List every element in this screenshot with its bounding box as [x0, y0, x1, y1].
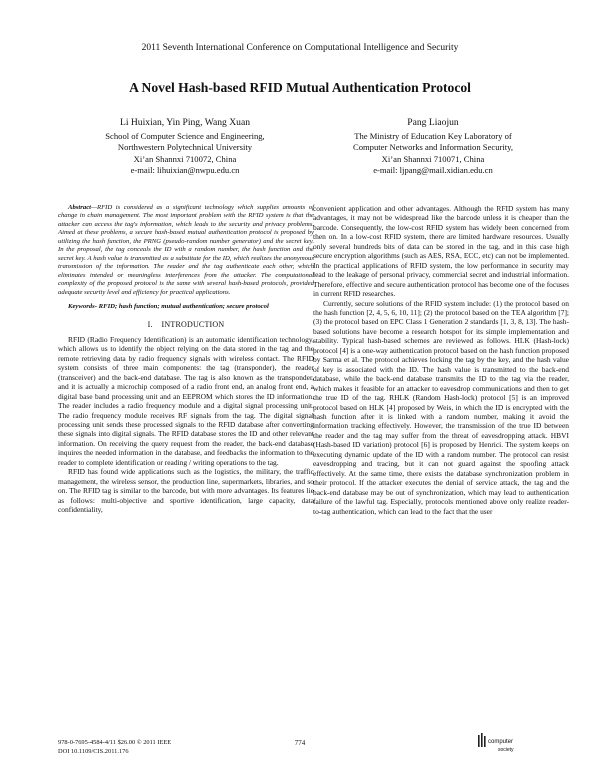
- abstract-text: —RFID is considered as a significant technology which supplies amounts of change in chain management. The most important problem with the RFID system is that the attacker can access the tag's information, which leads to the security and privacy problems. Aimed at these problems, a secure hash-based mutual authentication protocol is proposed by utilizing the hash function, the PRNG (pseudo-random number generator) and the secret key. In the proposal, the tag conceals the ID with a random number, the hash function and the secret key. A hash value is transmitted as a substitute for the ID, which realizes the anonymous transmission of the information. The reader and the tag authenticate each other, which eliminates intended or meaningless interferences from the attacker. The computational complexity of the proposed protocol is the same with several hash-based protocols, provided adequate security level and efficiency for practical applications.: [58, 204, 314, 296]
- page-number: 774: [294, 739, 306, 747]
- conference-header: 2011 Seventh International Conference on Computational Intelligence and Security: [141, 43, 459, 53]
- logo-text-society: society: [498, 747, 514, 753]
- paper-title: A Novel Hash-based RFID Mutual Authentication Protocol: [129, 80, 471, 95]
- left-column: [58, 204, 314, 515]
- author-names: Pang Liaojun: [407, 117, 459, 128]
- right-column: [313, 204, 569, 516]
- author-affiliation: Northwestern Polytechnical University: [117, 142, 253, 153]
- keywords-label: Keywords-: [68, 302, 97, 310]
- computer-society-logo: [476, 731, 526, 757]
- author-names: Li Huixian, Yin Ping, Wang Xuan: [119, 117, 251, 128]
- section-initial: I: [161, 320, 165, 330]
- author-block-1: [60, 117, 310, 176]
- body-paragraph: RFID (Radio Frequency Identification) is an automatic identification technology, which allows us to identify the object relying on the data stored in the tag and the remote retrieving data by radio frequency signals with wireless contact. The RFID system consists of three main components: the tag (transponder), the reader (transceiver) and the back-end database. The tag is also known as the transponder, and it is actually a microchip composed of a radio front end, an analog front end, a digital base band processing unit and an EEPROM which stores the ID information. The reader includes a radio frequency module and a digital signal processing unit. The radio frequency module receives RF signals from the tag. The digital signal processing unit sends these processed signals to the RFID database after converting these signals into digital signals. The RFID database stores the ID and other relevant information. On receiving the query request from the reader, the back-end database inquires the needed information in the database, and feedbacks the information to the reader to complete identification or reading / writing operations to the tag.: [58, 334, 314, 467]
- section-title: NTRODUCTION: [164, 320, 225, 330]
- author-block-2: [308, 117, 558, 176]
- keywords: [58, 303, 314, 311]
- body-paragraph: convenient application and other advantages. Although the RFID system has many advantages, it may not be widespread like the barcode unless it is cheaper than the barcode. Consequently, the low-cost RFID system has widely been concerned from then on. In a low-cost RFID system, there are limited hardware resources. Usually only several hundreds bits of data can be stored in the tag, and in this case high secure encryption algorithms (such as AES, RSA, ECC, etc) can not be implemented. In the practical applications of RFID system, the low performance in security may lead to the leakage of personal privacy, commercial secret and industrial information. Therefore, effective and secure authentication protocol has become one of the focuses in current RFID researches.: [313, 204, 569, 299]
- author-affiliation: The Ministry of Education Key Laboratory of: [354, 131, 512, 142]
- logo-text-computer: computer: [488, 739, 514, 745]
- abstract: [58, 204, 314, 297]
- author-affiliation: Computer Networks and Information Security,: [352, 142, 514, 153]
- author-affiliation: School of Computer Science and Engineering,: [105, 131, 265, 142]
- body-paragraph: Currently, secure solutions of the RFID system include: (1) the protocol based on the hash function [2, 4, 5, 6, 10, 11]; (2) the protocol based on the TEA algorithm [7]; (3) the protocol based on EPC Class 1 Generation 2 standards [1, 3, 8, 13]. The hash-based solutions have become a research hotspot for its simple implementation and stability. Typical hash-based schemes are reviewed as follows. HLK (Hash-lock) protocol [4] is a one-way authentication protocol based on the hash function proposed by Sarma et al. The protocol achieves locking the tag by the key, and the hash value of key is associated with the ID. The hash value is transmitted to the back-end database, while the back-end database transmits the ID to the tag via the reader, which makes it feasible for an attacker to eavesdrop communications and then to get the true ID of the tag. RHLK (Random Hash-lock) protocol [5] is an improved protocol based on HLK [4] proposed by Weis, in which the ID is encrypted with the hash function after it is linked with a random number, making it avoid the information tracking effectively. However, the transmission of the true ID between the reader and the tag may suffer from the threat of eavesdropping attack. HBVI (Hash-based ID variation) protocol [6] is proposed by Henrici. The system keeps on executing dynamic update of the ID with a random number. The protocol can resist eavesdropping and tracing, but it can not guard against the spoofing attack effectively. At the same time, there exists the database synchronization problem in their protocol. If the attacker executes the denial of service attack, the tag and the back-end database may be out of synchronization, which may lead to authentication failure of the lawful tag. Especially, protocols mentioned above only realize reader-to-tag authentication, which can lead to the fact that the user: [313, 298, 569, 516]
- footer-isbn: 978-0-7695-4584-4/11 $26.00 © 2011 IEEE: [58, 739, 172, 746]
- keywords-text: RFID; hash function; mutual authentication; secure protocol: [96, 302, 269, 310]
- section-heading: [58, 320, 314, 329]
- footer-doi: DOI 10.1109/CIS.2011.176: [58, 747, 129, 755]
- section-number: I.: [147, 320, 153, 330]
- abstract-label: Abstract: [68, 204, 92, 211]
- author-email: e-mail: ljpang@mail.xidian.edu.cn: [373, 164, 493, 175]
- author-address: Xi’an Shannxi 710071, China: [381, 153, 485, 164]
- body-paragraph: RFID has found wide applications such as the logistics, the military, the traffic management, the wireless sensor, the production line, supermarkets, libraries, and so on. The RFID tag is similar to the barcode, but with more advantages. Its features lie as follows: multi-objective and sportive identification, large capacity, data confidentiality,: [58, 467, 314, 515]
- author-email: e-mail: lihuixian@nwpu.edu.cn: [130, 164, 240, 175]
- author-address: Xi’an Shannxi 710072, China: [133, 153, 237, 164]
